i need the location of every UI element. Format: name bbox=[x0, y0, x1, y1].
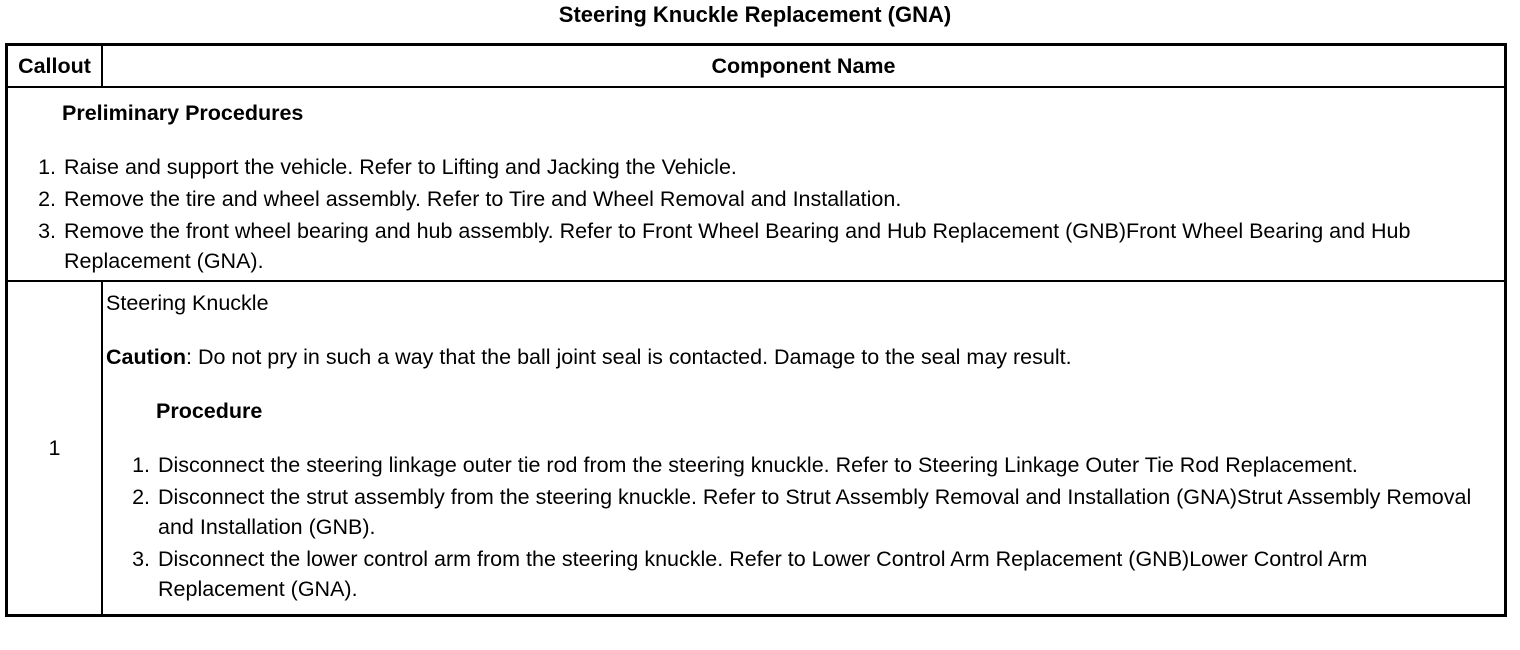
callout-column-header: Callout bbox=[7, 45, 103, 88]
preliminary-step: 3. Remove the front wheel bearing and hub assembly. Refer to Front Wheel Bearing and Hub Replacement (GNB)Front Wheel Bearing and Hub Replacement (GNA). bbox=[62, 216, 1504, 276]
document-title: Steering Knuckle Replacement (GNA) bbox=[558, 2, 952, 27]
component-column-header: Component Name bbox=[102, 45, 1506, 88]
procedure-step: 2. Disconnect the strut assembly from the steering knuckle. Refer to Strut Assembly Removal and Installation (GNA)Strut Assembly Removal and Installation (GNB). bbox=[156, 482, 1496, 542]
procedure-step: 3. Disconnect the lower control arm from the steering knuckle. Refer to Lower Control Arm Replacement (GNB)Lower Control Arm Replacement (GNA). bbox=[156, 544, 1496, 604]
component-cell bbox=[102, 281, 1506, 616]
preliminary-step: 1. Raise and support the vehicle. Refer to Lifting and Jacking the Vehicle. bbox=[62, 152, 1504, 182]
callout-number: 1 bbox=[7, 281, 103, 616]
table-header-row bbox=[7, 45, 1506, 88]
caution-note bbox=[106, 342, 1496, 372]
preliminary-row bbox=[7, 87, 1506, 281]
caution-label: Caution bbox=[106, 345, 187, 369]
component-name: Steering Knuckle bbox=[106, 291, 269, 315]
preliminary-step: 2. Remove the tire and wheel assembly. Refer to Tire and Wheel Removal and Installation. bbox=[62, 184, 1504, 214]
caution-text: : Do not pry in such a way that the ball joint seal is contacted. Damage to the seal may result. bbox=[186, 345, 1072, 369]
preliminary-steps-list bbox=[8, 152, 1504, 276]
procedure-steps-list bbox=[106, 450, 1496, 604]
procedure-step: 1. Disconnect the steering linkage outer tie rod from the steering knuckle. Refer to Steering Linkage Outer Tie Rod Replacement. bbox=[156, 450, 1496, 480]
preliminary-cell bbox=[7, 87, 1506, 281]
component-row bbox=[7, 281, 1506, 616]
procedure-heading: Procedure bbox=[156, 399, 263, 423]
preliminary-heading: Preliminary Procedures bbox=[62, 101, 304, 125]
procedure-table bbox=[5, 43, 1507, 617]
